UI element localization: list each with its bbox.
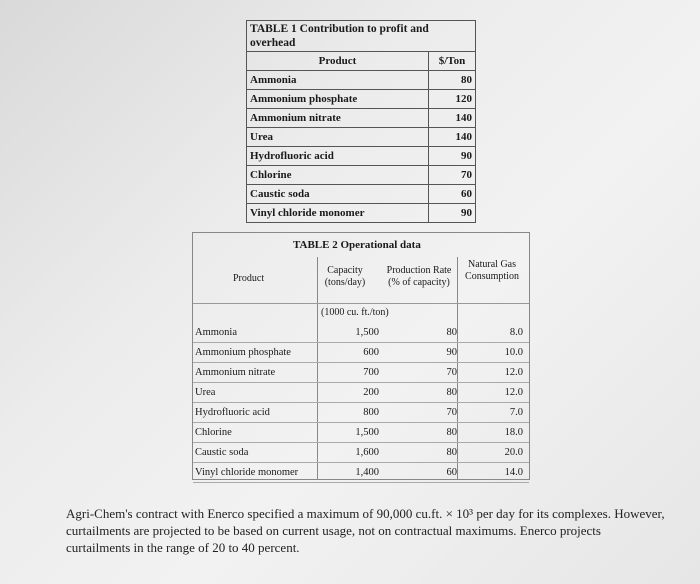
table-row xyxy=(247,147,476,166)
table-2 xyxy=(192,232,530,480)
table-2-header-rate: Production Rate (% of capacity) xyxy=(386,265,452,288)
gas-value: 14.0 xyxy=(504,467,523,478)
product-name: Vinyl chloride monomer xyxy=(247,204,429,223)
table-row xyxy=(193,323,529,343)
product-name: Urea xyxy=(195,387,216,398)
rate-value: 90 xyxy=(446,347,457,358)
rate-value: 60 xyxy=(446,467,457,478)
product-name: Ammonium phosphate xyxy=(247,90,429,109)
table-row xyxy=(193,363,529,383)
product-name: Ammonium nitrate xyxy=(247,109,429,128)
table-2-caption: TABLE 2 Operational data xyxy=(293,239,421,251)
table-2-units: (1000 cu. ft./ton) xyxy=(321,307,389,318)
table-2-header-capacity: Capacity (tons/day) xyxy=(324,265,366,288)
price-value: 70 xyxy=(429,166,476,185)
product-name: Hydrofluoric acid xyxy=(195,407,270,418)
gas-value: 18.0 xyxy=(504,427,523,438)
capacity-value: 200 xyxy=(363,387,379,398)
gas-value: 12.0 xyxy=(504,367,523,378)
body-paragraph: Agri-Chem's contract with Enerco specified a maximum of 90,000 cu.ft. × 10³ per day for its complexes. However, curtailments are projected to be based on current usage, not on contractual maximums. Enerco projects curtailments in the range of 20 to 40 percent. xyxy=(66,506,665,555)
product-name: Ammonium phosphate xyxy=(195,347,291,358)
table-2-header-gas: Natural Gas Consumption xyxy=(465,259,519,282)
table-row xyxy=(193,383,529,403)
table-row xyxy=(247,185,476,204)
price-value: 120 xyxy=(429,90,476,109)
price-value: 140 xyxy=(429,128,476,147)
table-row xyxy=(247,166,476,185)
price-value: 90 xyxy=(429,147,476,166)
price-value: 60 xyxy=(429,185,476,204)
product-name: Caustic soda xyxy=(247,185,429,204)
table-row xyxy=(247,71,476,90)
gas-value: 7.0 xyxy=(509,407,523,418)
product-name: Chlorine xyxy=(247,166,429,185)
table-2-body xyxy=(193,323,529,483)
capacity-value: 1,600 xyxy=(355,447,379,458)
rate-value: 80 xyxy=(446,387,457,398)
gas-value: 20.0 xyxy=(504,447,523,458)
table-row xyxy=(193,423,529,443)
table-1-body xyxy=(247,71,476,223)
capacity-value: 1,500 xyxy=(355,427,379,438)
table-row xyxy=(193,463,529,483)
table-row xyxy=(247,128,476,147)
capacity-value: 700 xyxy=(363,367,379,378)
table-2-divider xyxy=(193,303,529,304)
rate-value: 70 xyxy=(446,367,457,378)
gas-value: 8.0 xyxy=(509,327,523,338)
product-name: Ammonia xyxy=(195,327,237,338)
rate-value: 80 xyxy=(446,427,457,438)
rate-value: 70 xyxy=(446,407,457,418)
table-row xyxy=(193,343,529,363)
table-row xyxy=(193,443,529,463)
product-name: Ammonia xyxy=(247,71,429,90)
capacity-value: 1,500 xyxy=(355,327,379,338)
gas-value: 12.0 xyxy=(504,387,523,398)
table-1-header-product: Product xyxy=(247,52,429,71)
capacity-value: 600 xyxy=(363,347,379,358)
product-name: Hydrofluoric acid xyxy=(247,147,429,166)
table-row xyxy=(247,90,476,109)
capacity-value: 800 xyxy=(363,407,379,418)
rate-value: 80 xyxy=(446,327,457,338)
table-row xyxy=(247,204,476,223)
price-value: 140 xyxy=(429,109,476,128)
table-row xyxy=(193,403,529,423)
price-value: 90 xyxy=(429,204,476,223)
table-1 xyxy=(246,20,476,223)
gas-value: 10.0 xyxy=(504,347,523,358)
table-1-header-price: $/Ton xyxy=(429,52,476,71)
product-name: Urea xyxy=(247,128,429,147)
product-name: Ammonium nitrate xyxy=(195,367,276,378)
table-row xyxy=(247,109,476,128)
product-name: Chlorine xyxy=(195,427,232,438)
price-value: 80 xyxy=(429,71,476,90)
table-1-caption: TABLE 1 Contribution to profit and overhead xyxy=(247,21,476,52)
rate-value: 80 xyxy=(446,447,457,458)
capacity-value: 1,400 xyxy=(355,467,379,478)
product-name: Caustic soda xyxy=(195,447,249,458)
table-2-header-product: Product xyxy=(233,273,265,284)
product-name: Vinyl chloride monomer xyxy=(195,467,299,478)
